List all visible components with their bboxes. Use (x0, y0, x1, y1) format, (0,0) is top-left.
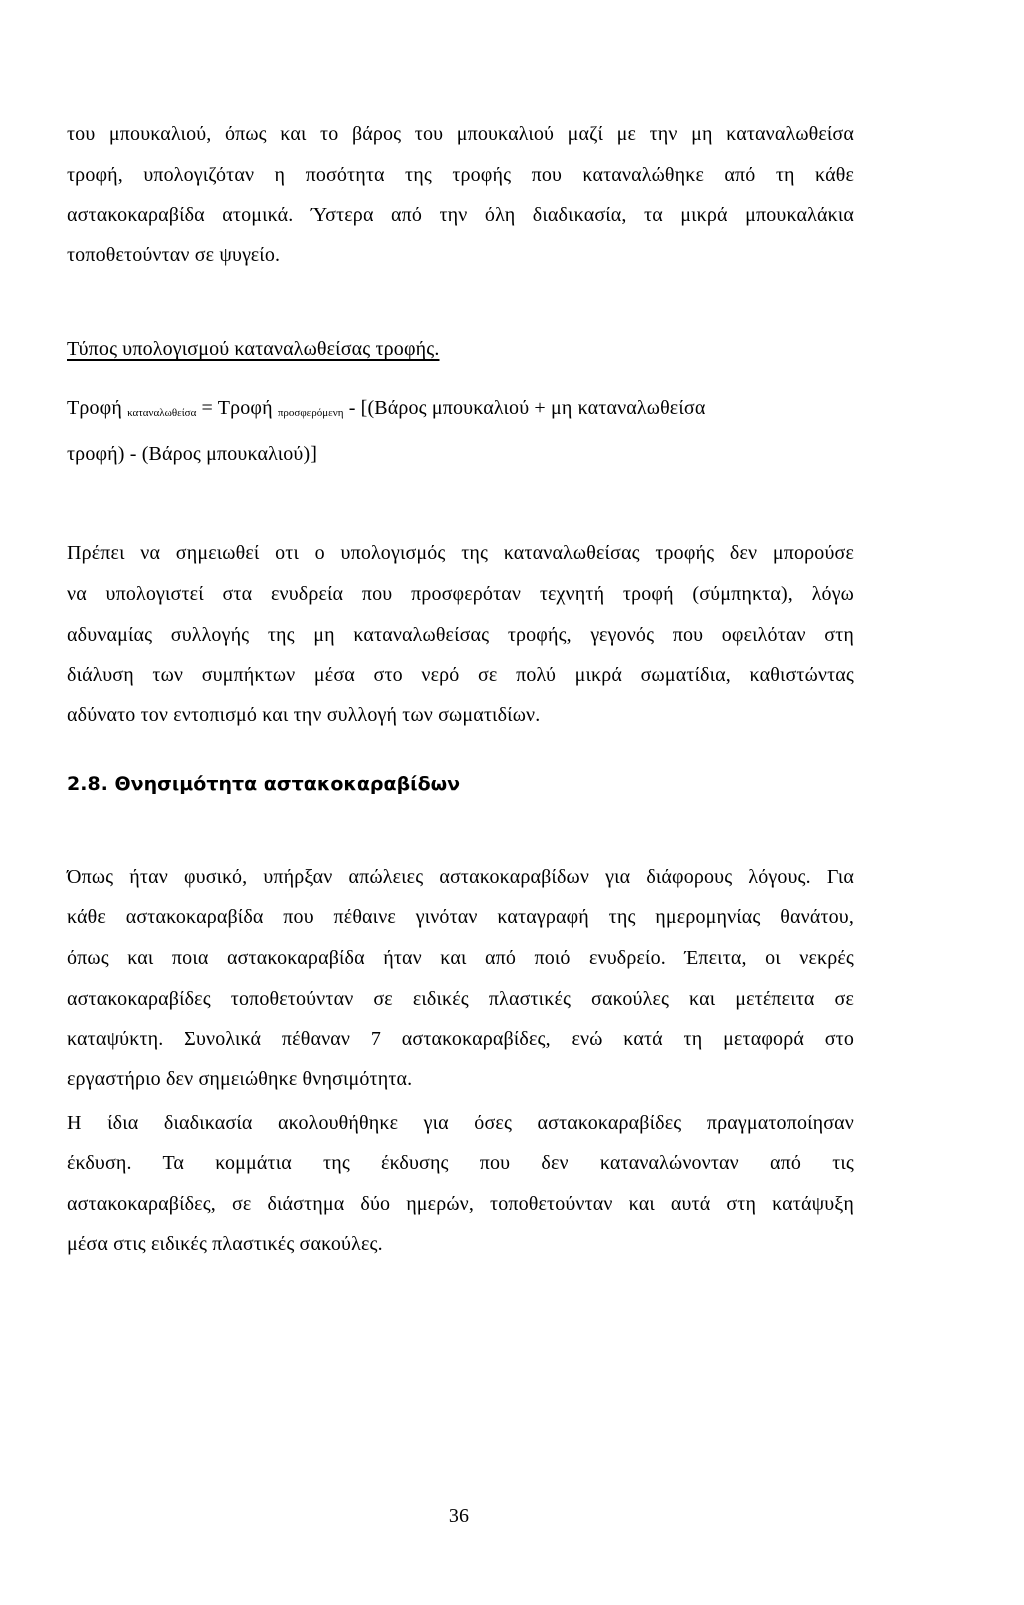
paragraph-2-line-4: διάλυση των συμπήκτων μέσα στο νερό σε πολύ μικρά σωματίδια, καθιστώντας (67, 664, 854, 686)
paragraph-3-line-4: αστακοκαραβίδες τοποθετούνταν σε ειδικές πλαστικές σακούλες και μετέπειτα σε (67, 988, 854, 1010)
paragraph-2-line-3: αδυναμίας συλλογής της μη καταναλωθείσας τροφής, γεγονός που οφειλόταν στη (67, 624, 854, 646)
formula-subscript-offered: προσφερόμενη (277, 407, 344, 419)
paragraph-1-line-1: του μπουκαλιού, όπως και το βάρος του μπουκαλιού μαζί με την μη καταναλωθείσα (67, 123, 854, 145)
section-heading: 2.8. Θνησιμότητα αστακοκαραβίδων (67, 773, 461, 795)
formula-equals: = (201, 397, 213, 419)
paragraph-1-line-4: τοποθετούνταν σε ψυγείο. (67, 244, 281, 266)
formula-rest: - [(Βάρος μπουκαλιού + μη καταναλωθείσα (348, 397, 706, 419)
paragraph-2-line-5: αδύνατο τον εντοπισμό και την συλλογή των σωματιδίων. (67, 704, 541, 726)
paragraph-2-line-2: να υπολογιστεί στα ενυδρεία που προσφερόταν τεχνητή τροφή (σύμπηκτα), λόγω (67, 583, 854, 605)
paragraph-4-line-1: Η ίδια διαδικασία ακολουθήθηκε για όσες αστακοκαραβίδες πραγματοποίησαν (67, 1112, 854, 1134)
paragraph-1-line-3: αστακοκαραβίδα ατομικά. Ύστερα από την όλη διαδικασία, τα μικρά μπουκαλάκια (67, 204, 854, 226)
paragraph-1-line-2: τροφή, υπολογιζόταν η ποσότητα της τροφής που καταναλώθηκε από τη κάθε (67, 164, 854, 186)
formula-subscript-consumed: καταναλωθείσα (127, 407, 197, 419)
formula-line-2: τροφή) - (Βάρος μπουκαλιού)] (67, 443, 318, 465)
formula-term-food-offered: Τροφή (217, 397, 273, 419)
paragraph-3-line-1: Όπως ήταν φυσικό, υπήρξαν απώλειες αστακοκαραβίδων για διάφορους λόγους. Για (67, 866, 854, 888)
paragraph-4-line-4: μέσα στις ειδικές πλαστικές σακούλες. (67, 1233, 383, 1255)
paragraph-3-line-2: κάθε αστακοκαραβίδα που πέθαινε γινόταν καταγραφή της ημερομηνίας θανάτου, (67, 906, 854, 928)
paragraph-4-line-3: αστακοκαραβίδες, σε διάστημα δύο ημερών, τοποθετούνταν και αυτά στη κατάψυξη (67, 1193, 854, 1215)
paragraph-2-line-1: Πρέπει να σημειωθεί οτι ο υπολογισμός της καταναλωθείσας τροφής δεν μπορούσε (67, 542, 854, 564)
formula-heading: Τύπος υπολογισμού καταναλωθείσας τροφής. (67, 338, 440, 360)
paragraph-3-line-5: καταψύκτη. Συνολικά πέθαναν 7 αστακοκαραβίδες, ενώ κατά τη μεταφορά στο (67, 1028, 854, 1050)
paragraph-4-line-2: έκδυση. Τα κομμάτια της έκδυσης που δεν καταναλώνονταν από τις (67, 1152, 854, 1174)
page-number: 36 (448, 1505, 470, 1527)
paragraph-3-line-3: όπως και ποια αστακοκαραβίδα ήταν και από ποιό ενυδρείο. Έπειτα, οι νεκρές (67, 947, 854, 969)
formula-line-1 (67, 396, 705, 423)
formula-term-food-consumed: Τροφή (67, 397, 122, 419)
paragraph-3-line-6: εργαστήριο δεν σημειώθηκε θνησιμότητα. (67, 1068, 413, 1090)
